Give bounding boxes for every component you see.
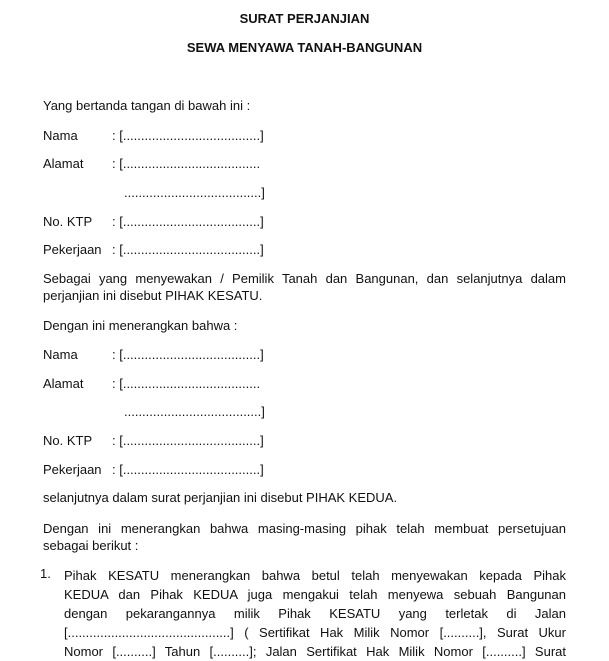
party1-name-value: : [......................................]: [112, 128, 264, 143]
party1-job-value: : [......................................]: [112, 242, 264, 257]
party1-name-label: Nama: [43, 128, 78, 143]
party2-address-continuation: ......................................]: [124, 404, 265, 419]
item1-line: KEDUA dan Pihak KEDUA juga mengakui telah menyewa sebuah Bangunan: [64, 587, 566, 602]
party2-address-value: : [......................................: [112, 376, 261, 391]
party2-job-value: : [......................................]: [112, 462, 264, 477]
party2-ktp-label: No. KTP: [43, 433, 93, 448]
party2-statement: selanjutnya dalam surat perjanjian ini disebut PIHAK KEDUA.: [43, 490, 398, 505]
party1-address-continuation: ......................................]: [124, 185, 265, 200]
intro-text: Yang bertanda tangan di bawah ini :: [43, 98, 251, 113]
item1-line: Pihak KESATU menerangkan bahwa betul telah menyewakan kepada Pihak: [64, 568, 566, 583]
agreement-intro: Dengan ini menerangkan bahwa masing-masing pihak telah membuat persetujuan sebagai berikut :: [43, 521, 566, 553]
item1-line: Nomor [..........] Tahun [..........]; Jalan Sertifikat Hak Milik Nomor [..........] Surat: [64, 644, 566, 659]
document-title: SURAT PERJANJIAN: [239, 11, 370, 26]
party1-ktp-value: : [......................................]: [112, 214, 264, 229]
party2-name-value: : [......................................]: [112, 347, 264, 362]
party1-statement: Sebagai yang menyewakan / Pemilik Tanah dan Bangunan, dan selanjutnya dalam perjanjian ini disebut PIHAK KESATU.: [43, 271, 566, 303]
party1-ktp-label: No. KTP: [43, 214, 93, 229]
item1-line: dengan pekarangannya milik Pihak KESATU yang terletak di Jalan: [64, 606, 566, 621]
item1-line: [.............................................] ( Sertifikat Hak Milik Nomor [..........], Surat Ukur: [64, 625, 566, 640]
party2-address-label: Alamat: [43, 376, 84, 391]
item1-text: [64, 566, 566, 661]
party2-ktp-value: : [......................................]: [112, 433, 264, 448]
party2-name-label: Nama: [43, 347, 78, 362]
party1-address-label: Alamat: [43, 156, 84, 171]
party2-job-label: Pekerjaan: [43, 462, 102, 477]
declare-text: Dengan ini menerangkan bahwa :: [43, 318, 238, 333]
item1-number: 1.: [40, 566, 51, 581]
party1-address-value: : [......................................: [112, 156, 261, 171]
party1-job-label: Pekerjaan: [43, 242, 102, 257]
document-subtitle: SEWA MENYAWA TANAH-BANGUNAN: [186, 40, 423, 55]
